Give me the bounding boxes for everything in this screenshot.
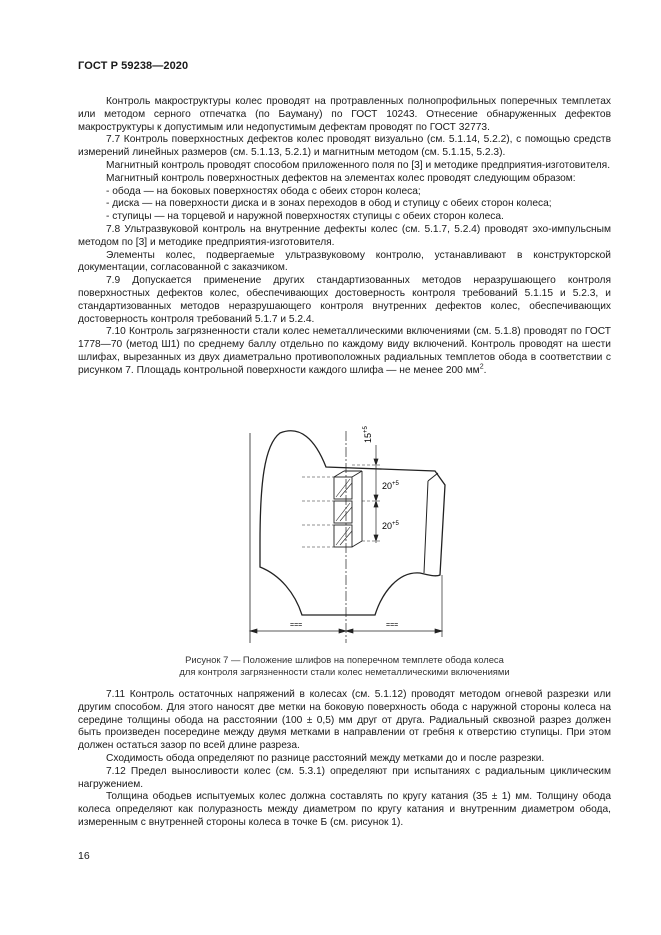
paragraph: 7.11 Контроль остаточных напряжений в колесах (см. 5.1.12) проводят методом огневой разрезки или другим способом. Для этого наносят две метки на боковую поверхность обода с наружной стороны колеса на середине толщины обода на расстоянии (100 ± 0,5) мм друг от друга. Радиальный сквозной разрез должен быть произведен посередине между двумя метками в направлении от гребня к отверстию ступицы. При этом должен остаться зазор по всей длине разреза. xyxy=(78,689,611,752)
paragraph: 7.8 Ультразвуковой контроль на внутренние дефекты колес (см. 5.1.7, 5.2.4) проводят эхо-импульсным методом по [3] и методике предприятия-изготовителя. xyxy=(78,223,611,248)
superscript: 2 xyxy=(479,363,484,371)
paragraph: Толщина ободьев испытуемых колес должна составлять по кругу катания (35 ± 1) мм. Толщину обода колеса определяют как полуразность между диаметром по кругу катания и внутренним диаметром обода, измеренным с внутренней стороны колеса в точке Б (см. рисунок 1). xyxy=(78,791,611,828)
list-item: - обода — на боковых поверхностях обода с обеих сторон колеса; xyxy=(106,185,421,197)
text-block-bottom xyxy=(78,689,611,830)
dim-label-bottom-right: === xyxy=(386,622,399,629)
paragraph: Контроль макроструктуры колес проводят на протравленных полнопрофильных поперечных темплетах или методом серного отпечатка (по Бауману) по ГОСТ 10243. Отнесение обнаруженных дефектов макроструктуры к допустимым или недопустимым дефектам проводят по ГОСТ 32773. xyxy=(78,96,611,133)
paragraph-text: 7.10 Контроль загрязненности стали колес неметаллическими включениями (см. 5.1.8) проводят по ГОСТ 1778—70 (метод Ш1) по среднему баллу отдельно по каждому виду включений. Контроль проводят на шести шлифах, вырезанных из двух диаметрально противоположных радиальных темплетов обода в соответствии с рисунком 7. Площадь контрольной поверхности каждого шлифа — не менее 200 мм xyxy=(78,326,611,376)
paragraph: Сходимость обода определяют по разнице расстояний между метками до и после разрезки. xyxy=(106,752,545,764)
dim-label-top: $15^{+5}$ xyxy=(363,426,373,443)
figure-7-drawing xyxy=(240,425,455,647)
dimension-line-right xyxy=(374,445,378,543)
paragraph: Элементы колес, подвергаемые ультразвуковому контролю, устанавливают в конструкторской документации, согласованной с заказчиком. xyxy=(78,249,611,274)
paragraph: 7.9 Допускается применение других стандартизованных методов неразрушающего контроля поверхностных дефектов колес, обеспечивающих достоверность контроля требований 5.1.15 и 5.2.3, и стандартизованных методов неразрушающего контроля внутренних дефектов колес, обеспечивающих достоверность контроля требований 5.1.7 и 5.2.4. xyxy=(78,275,611,325)
text-block-top xyxy=(78,96,611,378)
dim-label-low: $20^{+5}$ xyxy=(382,521,399,531)
rim-flange-bevel xyxy=(424,473,438,573)
paragraph: Магнитный контроль проводят способом приложенного поля по [3] и методике предприятия-изготовителя. xyxy=(106,159,611,171)
punctuation: . xyxy=(483,364,487,376)
list-item: - диска — на поверхности диска и в зонах переходов в обод и ступицу с обеих сторон колеса; xyxy=(106,198,552,210)
list-item: - ступицы — на торцевой и наружной поверхностях ступицы с обеих сторон колеса. xyxy=(106,211,504,223)
rim-profile-outline xyxy=(260,431,445,615)
figure-caption xyxy=(78,654,611,678)
document-header: ГОСТ Р 59238—2020 xyxy=(78,60,189,72)
dim-label-mid: $20^{+5}$ xyxy=(382,481,399,491)
dim-label-bottom-left: === xyxy=(290,622,303,629)
caption-line: Рисунок 7 — Положение шлифов на поперечном темплете обода колеса xyxy=(185,654,504,665)
page-number: 16 xyxy=(78,850,90,862)
paragraph xyxy=(78,326,611,377)
caption-line: для контроля загрязненности стали колес неметаллическими включениями xyxy=(179,666,510,677)
paragraph: 7.12 Предел выносливости колес (см. 5.3.1) определяют при испытаниях с радиальным циклическим нагружением. xyxy=(78,765,611,790)
paragraph: 7.7 Контроль поверхностных дефектов колес проводят визуально (см. 5.1.14, 5.2.2), с помощью средств измерений линейных размеров (см. 5.1.13, 5.2.1) и магнитным методом (см. 5.1.15, 5.2.3). xyxy=(78,134,611,159)
paragraph: Магнитный контроль поверхностных дефектов на элементах колес проводят следующим образом: xyxy=(106,172,576,184)
slice-hatching xyxy=(336,479,352,545)
